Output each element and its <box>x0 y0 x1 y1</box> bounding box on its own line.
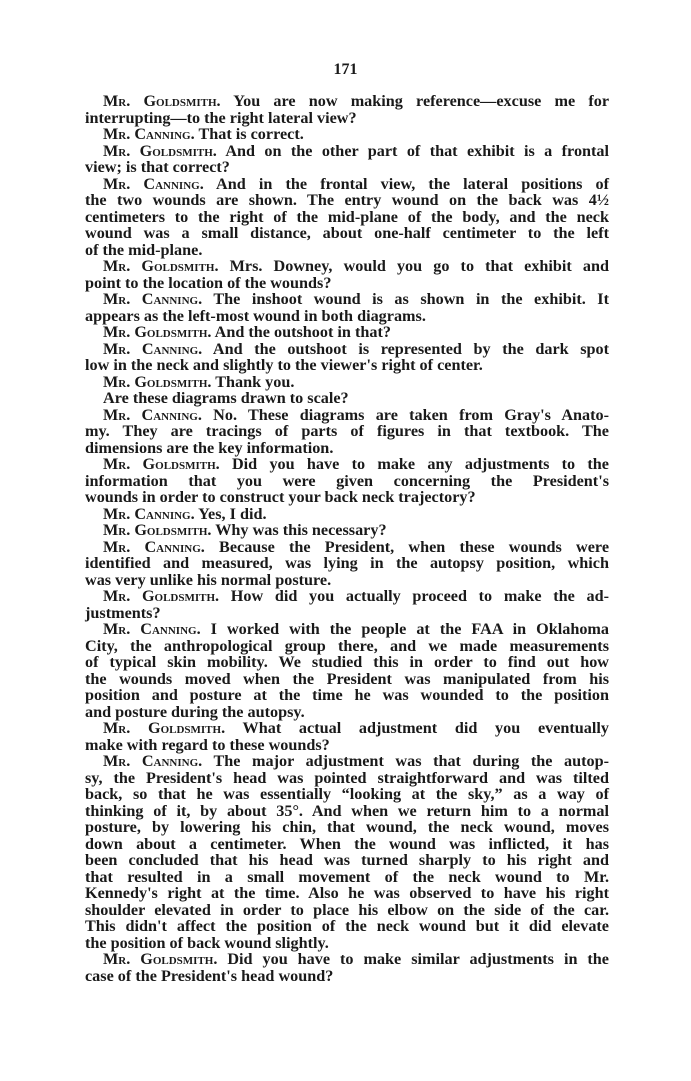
text-line <box>85 374 609 391</box>
text-line <box>85 209 609 226</box>
line-text: And the outshoot is represented by the dark spot <box>212 339 610 358</box>
line-text: of the mid-plane. <box>85 240 203 259</box>
line-text: You are now making reference—excuse me for <box>233 92 610 110</box>
text-line <box>85 423 609 440</box>
testimony-paragraph <box>85 324 609 341</box>
line-text: Did you have to make similar adjustments in the <box>227 950 609 968</box>
text-line <box>85 225 609 242</box>
testimony-paragraph <box>85 258 609 291</box>
line-text: wound was a small distance, about one-half centimeter to the left <box>85 224 609 242</box>
text-line <box>85 522 609 539</box>
line-text: The major adjustment was that during the autop- <box>213 752 610 770</box>
text-line <box>85 935 609 952</box>
line-text: view; is that correct? <box>85 158 230 176</box>
speaker-name: Mr. Goldsmith. <box>103 323 212 341</box>
line-text: information that you were given concerning the President's <box>85 471 609 490</box>
line-text: been concluded that his head was turned sharply to his right and <box>85 851 609 869</box>
line-text: make with regard to these wounds? <box>85 735 330 754</box>
line-text: That is correct. <box>198 125 304 143</box>
speaker-name: Mr. Goldsmith. <box>103 587 220 605</box>
speaker-name: Mr. Goldsmith. <box>103 372 212 391</box>
speaker-name: Mr. Canning. <box>103 174 204 193</box>
line-text: Because the President, when these wounds were <box>219 537 610 556</box>
text-line <box>85 341 609 358</box>
line-text: the two wounds are shown. The entry wound on the back was 4½ <box>85 191 609 209</box>
line-text: And on the other part of that exhibit is a frontal <box>225 141 610 160</box>
line-text: down about a centimeter. When the wound was inflicted, it has <box>85 834 609 853</box>
line-text: that resulted in a small movement of the neck wound to Mr. <box>85 867 609 886</box>
text-line <box>85 753 609 770</box>
text-line <box>85 786 609 803</box>
speaker-name: Mr. Goldsmith. <box>103 950 218 968</box>
speaker-name: Mr. Goldsmith. <box>103 521 212 539</box>
line-text: Thank you. <box>215 372 295 391</box>
line-text: The inshoot wound is as shown in the exhibit. It <box>213 290 609 308</box>
line-text: justments? <box>85 603 161 622</box>
line-text: low in the neck and slightly to the viewer's right of center. <box>85 356 483 374</box>
text-line <box>85 324 609 341</box>
text-line <box>85 126 609 143</box>
line-text: my. They are tracings of parts of figures in that textbook. The <box>85 422 609 440</box>
line-text: appears as the left-most wound in both diagrams. <box>85 306 426 325</box>
speaker-name: Mr. Canning. <box>103 504 195 523</box>
line-text: position and posture at the time he was wounded to the position <box>85 686 609 704</box>
text-line <box>85 902 609 919</box>
text-line <box>85 968 609 985</box>
line-text: identified and measured, was lying in the autopsy position, which <box>85 554 609 572</box>
text-line <box>85 407 609 424</box>
text-line <box>85 918 609 935</box>
speaker-name: Mr. Canning. <box>103 620 201 638</box>
testimony-paragraph <box>85 753 609 951</box>
text-line <box>85 539 609 556</box>
line-text: sy, the President's head was pointed straightforward and was tilted <box>85 768 609 787</box>
testimony-paragraph <box>85 341 609 374</box>
line-text: point to the location of the wounds? <box>85 273 332 292</box>
text-line <box>85 869 609 886</box>
text-line <box>85 506 609 523</box>
text-line <box>85 110 609 127</box>
testimony-paragraph <box>85 176 609 259</box>
testimony-paragraph <box>85 522 609 539</box>
line-text: dimensions are the key information. <box>85 438 334 457</box>
line-text: Mrs. Downey, would you go to that exhibit and <box>229 257 610 275</box>
text-line <box>85 242 609 259</box>
text-line <box>85 687 609 704</box>
line-text: was very unlike his normal posture. <box>85 570 332 589</box>
speaker-name: Mr. Canning. <box>103 405 202 424</box>
line-text: back, so that he was essentially “looking at the sky,” as a way of <box>85 785 609 803</box>
testimony-paragraph <box>85 143 609 176</box>
line-text: What actual adjustment did you eventually <box>242 719 609 737</box>
text-line <box>85 176 609 193</box>
line-text: Kennedy's right at the time. Also he was observed to have his right <box>85 884 609 902</box>
line-text: case of the President's head wound? <box>85 966 334 985</box>
text-line <box>85 588 609 605</box>
text-line <box>85 258 609 275</box>
speaker-name: Mr. Goldsmith. <box>103 455 220 473</box>
text-line <box>85 275 609 292</box>
text-line <box>85 473 609 490</box>
testimony-paragraph <box>85 374 609 391</box>
line-text: And in the frontal view, the lateral positions of <box>216 174 610 193</box>
speaker-name: Mr. Goldsmith. <box>103 141 217 160</box>
text-line <box>85 456 609 473</box>
text-line <box>85 638 609 655</box>
text-line <box>85 621 609 638</box>
speaker-name: Mr. Canning. <box>103 752 203 770</box>
line-text: thinking of it, by about 35°. And when we return him to a normal <box>85 801 609 820</box>
line-text: posture, by lowering his chin, that wound, the neck wound, moves <box>85 818 609 836</box>
testimony-paragraph <box>85 539 609 589</box>
line-text: of typical skin mobility. We studied this in order to find out how <box>85 653 609 671</box>
text-line <box>85 704 609 721</box>
testimony-paragraph <box>85 621 609 720</box>
speaker-name: Mr. Goldsmith. <box>103 92 221 110</box>
line-text: shoulder elevated in order to place his elbow on the side of the car. <box>85 900 609 919</box>
text-line <box>85 308 609 325</box>
speaker-name: Mr. Canning. <box>103 339 203 358</box>
text-line <box>85 440 609 457</box>
text-line <box>85 159 609 176</box>
text-line <box>85 951 609 968</box>
line-text: the wounds moved when the President was manipulated from his <box>85 669 609 688</box>
line-text: City, the anthropological group there, and we made measurements <box>85 636 609 655</box>
testimony-paragraph <box>85 126 609 143</box>
text-line <box>85 836 609 853</box>
testimony-paragraph <box>85 291 609 324</box>
text-line <box>85 819 609 836</box>
line-text: How did you actually proceed to make the ad- <box>230 587 610 605</box>
text-line <box>85 489 609 506</box>
line-text: I worked with the people at the FAA in Oklahoma <box>210 620 610 638</box>
text-line <box>85 885 609 902</box>
text-line <box>85 357 609 374</box>
text-line <box>85 555 609 572</box>
line-text: Yes, I did. <box>198 504 267 523</box>
line-text: interrupting—to the right lateral view? <box>85 108 357 127</box>
line-text: And the outshoot in that? <box>214 323 391 341</box>
text-line <box>85 654 609 671</box>
line-text: Did you have to make any adjustments to the <box>231 455 609 473</box>
text-line <box>85 572 609 589</box>
text-line <box>85 605 609 622</box>
line-text: centimeters to the right of the mid-plane of the body, and the neck <box>85 207 609 226</box>
testimony-paragraph <box>85 951 609 984</box>
text-line <box>85 737 609 754</box>
line-text: Why was this necessary? <box>215 521 387 539</box>
speaker-name: Mr. Goldsmith. <box>103 257 219 275</box>
testimony-paragraph <box>85 506 609 523</box>
line-text: No. These diagrams are taken from Gray's Anato- <box>213 405 609 424</box>
text-line <box>85 143 609 160</box>
line-text: and posture during the autopsy. <box>85 702 305 721</box>
speaker-name: Mr. Canning. <box>103 537 205 556</box>
text-line <box>85 390 609 407</box>
testimony-paragraph <box>85 390 609 407</box>
text-line <box>85 852 609 869</box>
testimony-paragraph <box>85 588 609 621</box>
line-text: wounds in order to construct your back neck trajectory? <box>85 488 476 506</box>
line-text: This didn't affect the position of the neck wound but it did elevate <box>85 917 609 935</box>
text-line <box>85 803 609 820</box>
text-line <box>85 720 609 737</box>
testimony-paragraph <box>85 407 609 457</box>
testimony-paragraph <box>85 720 609 753</box>
text-line <box>85 770 609 787</box>
text-line <box>85 671 609 688</box>
text-line <box>85 291 609 308</box>
testimony-paragraph <box>85 456 609 506</box>
text-line <box>85 93 609 110</box>
speaker-name: Mr. Goldsmith. <box>103 719 226 737</box>
page-number: 171 <box>333 61 358 78</box>
speaker-name: Mr. Canning. <box>103 125 195 143</box>
line-text: Are these diagrams drawn to scale? <box>103 389 349 407</box>
text-line <box>85 192 609 209</box>
testimony-text <box>85 93 609 984</box>
testimony-paragraph <box>85 93 609 126</box>
speaker-name: Mr. Canning. <box>103 290 203 308</box>
line-text: the position of back wound slightly. <box>85 933 329 952</box>
